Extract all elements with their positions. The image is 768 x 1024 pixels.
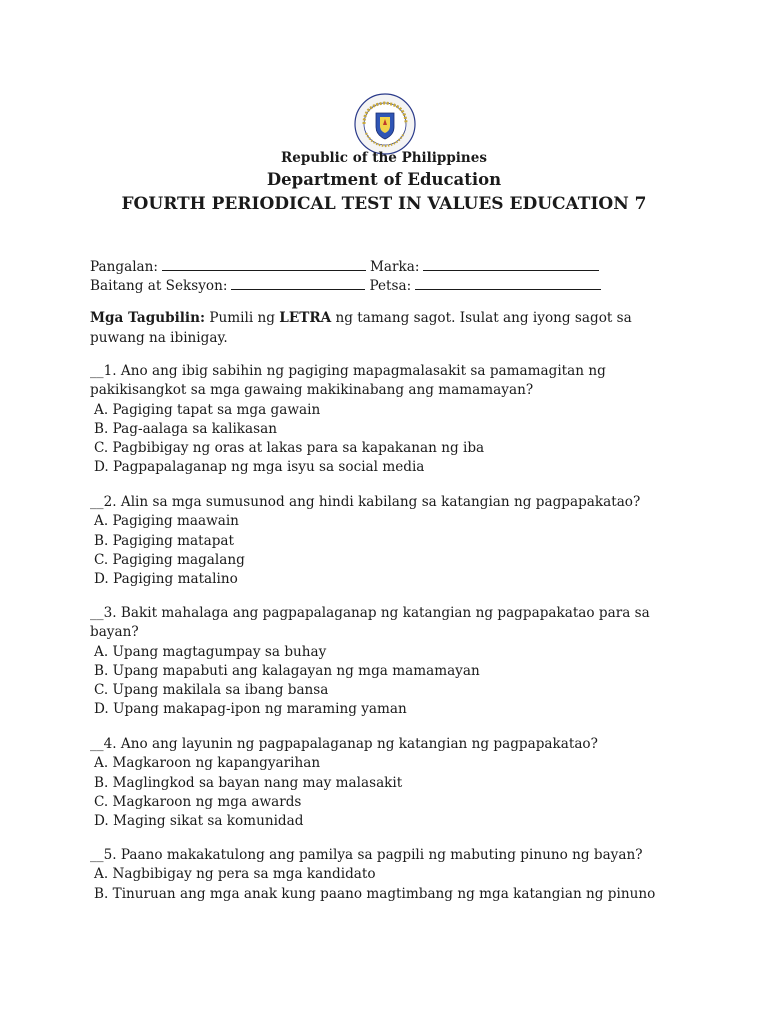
option-a: A. Upang magtagumpay sa buhay xyxy=(94,643,327,660)
option-a: A. Nagbibigay ng pera sa mga kandidato xyxy=(94,866,376,883)
score-blank[interactable] xyxy=(423,256,599,271)
option-c: C. Pagbibigay ng oras at lakas para sa kapakanan ng iba xyxy=(94,440,485,457)
date-label: Petsa: xyxy=(369,278,412,294)
option-a: A. Pagiging tapat sa mga gawain xyxy=(94,401,321,418)
deped-seal-icon xyxy=(354,93,416,155)
instructions-label: Mga Tagubilin: xyxy=(90,310,206,326)
field-row-name xyxy=(90,256,603,275)
option-c: C. Upang makilala sa ibang bansa xyxy=(94,682,329,699)
question-stem: __1. Ano ang ibig sabihin ng pagiging mapagmalasakit sa pamamagitan ng pakikisangkot sa mga gawaing makikinabang ang mamamayan? xyxy=(90,363,606,399)
option-d: D. Pagpapalaganap ng mga isyu sa social media xyxy=(94,459,425,476)
question-stem: __5. Paano makakatulong ang pamilya sa pagpili ng mabuting pinuno ng bayan? xyxy=(90,847,643,863)
section-label: Baitang at Seksyon: xyxy=(90,278,228,294)
republic-heading: Republic of the Philippines xyxy=(281,150,487,166)
option-c: C. Pagiging magalang xyxy=(94,551,245,568)
option-b: B. Tinuruan ang mga anak kung paano magtimbang ng mga katangian ng pinuno xyxy=(94,885,656,902)
option-d: D. Maging sikat sa komunidad xyxy=(94,813,304,830)
department-heading-text: Department of Education xyxy=(266,170,502,189)
option-a: A. Pagiging maawain xyxy=(94,513,239,530)
option-d: D. Upang makapag-ipon ng maraming yaman xyxy=(94,701,407,718)
instructions-text-after: ng tamang sagot. Isulat ang iyong sagot sa puwang na ibinigay. xyxy=(90,310,632,346)
test-title: FOURTH PERIODICAL TEST IN VALUES EDUCATION 7 xyxy=(121,194,647,214)
section-blank[interactable] xyxy=(231,275,365,290)
name-label: Pangalan: xyxy=(90,259,158,275)
question-2 xyxy=(90,493,690,589)
question-stem: __4. Ano ang layunin ng pagpapalaganap ng katangian ng pagpapakatao? xyxy=(90,736,598,752)
question-stem: __2. Alin sa mga sumusunod ang hindi kabilang sa katangian ng pagpapakatao? xyxy=(90,494,641,510)
instructions-text-before: Pumili ng xyxy=(209,310,275,326)
question-3 xyxy=(90,604,690,720)
question-1 xyxy=(90,362,690,478)
field-row-section xyxy=(90,275,605,294)
instructions xyxy=(90,309,690,348)
option-b: B. Maglingkod sa bayan nang may malasakit xyxy=(94,774,403,791)
score-label: Marka: xyxy=(370,259,420,275)
option-b: B. Pagiging matapat xyxy=(94,532,234,549)
question-stem: __3. Bakit mahalaga ang pagpapalaganap ng katangian ng pagpapakatao para sa bayan? xyxy=(90,605,650,641)
option-c: C. Magkaroon ng mga awards xyxy=(94,793,302,810)
question-5 xyxy=(90,846,690,904)
date-blank[interactable] xyxy=(415,275,601,290)
question-4 xyxy=(90,735,690,831)
option-b: B. Pag-aalaga sa kalikasan xyxy=(94,420,277,437)
option-a: A. Magkaroon ng kapangyarihan xyxy=(94,755,321,772)
name-blank[interactable] xyxy=(162,256,366,271)
instructions-emphasis: LETRA xyxy=(279,310,332,326)
department-heading xyxy=(0,170,768,189)
option-d: D. Pagiging matalino xyxy=(94,571,238,588)
option-b: B. Upang mapabuti ang kalagayan ng mga mamamayan xyxy=(94,662,480,679)
